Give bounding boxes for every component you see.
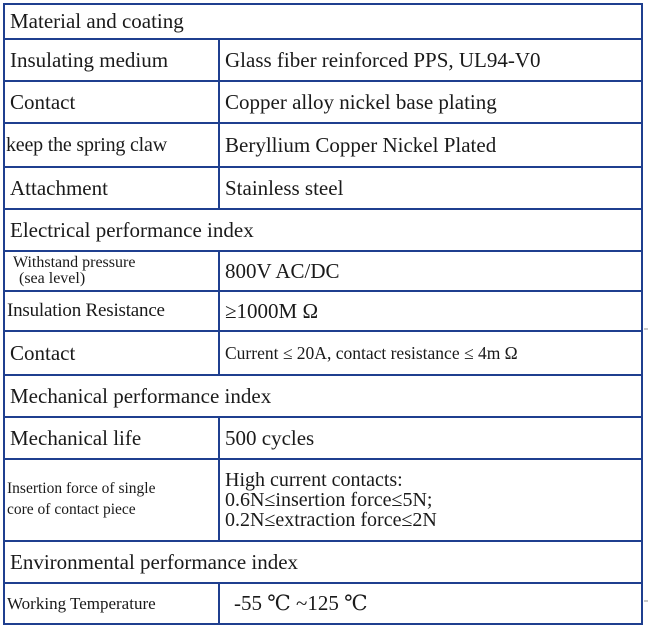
spec-row-contact-electrical bbox=[4, 331, 642, 375]
spec-label-insulation: Insulation Resistance bbox=[4, 291, 219, 331]
section-row-environmental bbox=[4, 541, 642, 583]
spec-value-insulation: ≥1000M Ω bbox=[219, 291, 642, 331]
spec-value-mechanical-life: 500 cycles bbox=[219, 417, 642, 459]
spec-value-insertion-force-line3: 0.2N≤extraction force≤2N bbox=[225, 509, 437, 531]
section-title-mechanical: Mechanical performance index bbox=[4, 375, 642, 417]
spec-row-insertion-force bbox=[4, 459, 642, 541]
spec-row-spring-claw bbox=[4, 123, 642, 167]
spec-label-withstand bbox=[4, 251, 219, 291]
section-title-electrical: Electrical performance index bbox=[4, 209, 642, 251]
spec-value-insertion-force-line1: High current contacts: bbox=[225, 469, 403, 491]
spec-value-contact-material: Copper alloy nickel base plating bbox=[219, 81, 642, 123]
section-row-electrical bbox=[4, 209, 642, 251]
spec-label-mechanical-life: Mechanical life bbox=[4, 417, 219, 459]
spec-value-insertion-force bbox=[219, 459, 642, 541]
spec-label-insertion-force-line2: core of contact piece bbox=[7, 501, 136, 518]
spec-label-spring-claw: keep the spring claw bbox=[4, 123, 219, 167]
spec-value-insulating-medium: Glass fiber reinforced PPS, UL94-V0 bbox=[219, 39, 642, 81]
section-row-mechanical bbox=[4, 375, 642, 417]
edge-mark-right bbox=[644, 328, 648, 330]
spec-value-contact-electrical: Current ≤ 20A, contact resistance ≤ 4m Ω bbox=[219, 331, 642, 375]
spec-value-spring-claw: Beryllium Copper Nickel Plated bbox=[219, 123, 642, 167]
spec-row-withstand bbox=[4, 251, 642, 291]
spec-label-working-temperature: Working Temperature bbox=[4, 583, 219, 624]
section-title-material: Material and coating bbox=[4, 4, 642, 39]
specification-table bbox=[3, 3, 643, 625]
spec-label-contact-electrical: Contact bbox=[4, 331, 219, 375]
spec-label-attachment: Attachment bbox=[4, 167, 219, 209]
spec-label-insertion-force bbox=[4, 459, 219, 541]
spec-row-working-temperature bbox=[4, 583, 642, 624]
edge-mark-right-lower bbox=[644, 600, 648, 602]
spec-row-insulation bbox=[4, 291, 642, 331]
spec-row-mechanical-life bbox=[4, 417, 642, 459]
section-title-environmental: Environmental performance index bbox=[4, 541, 642, 583]
spec-label-withstand-line1: Withstand pressure bbox=[13, 254, 136, 271]
spec-value-withstand: 800V AC/DC bbox=[219, 251, 642, 291]
spec-value-insertion-force-line2: 0.6N≤insertion force≤5N; bbox=[225, 489, 433, 511]
spec-row-attachment bbox=[4, 167, 642, 209]
spec-row-insulating-medium bbox=[4, 39, 642, 81]
spec-label-insertion-force-line1: Insertion force of single bbox=[7, 480, 156, 498]
spec-label-contact-material: Contact bbox=[4, 81, 219, 123]
spec-value-attachment: Stainless steel bbox=[219, 167, 642, 209]
spec-row-contact-material bbox=[4, 81, 642, 123]
spec-value-working-temperature: -55 ℃ ~125 ℃ bbox=[219, 583, 642, 624]
section-row-material bbox=[4, 4, 642, 39]
spec-label-insulating-medium: Insulating medium bbox=[4, 39, 219, 81]
spec-label-withstand-line2: (sea level) bbox=[19, 270, 86, 287]
